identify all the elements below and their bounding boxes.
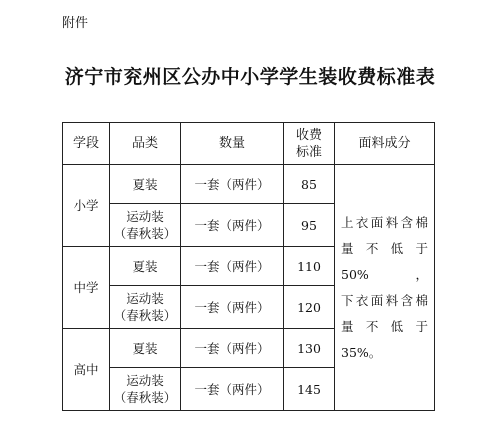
stage-cell: 高中: [63, 329, 110, 411]
fee-cell: 145: [284, 368, 335, 411]
fee-cell: 130: [284, 329, 335, 368]
quantity-cell: 一套（两件）: [181, 247, 284, 286]
category-cell: [110, 204, 181, 247]
fabric-line: 上衣面料含棉: [341, 214, 428, 230]
stage-cell: 中学: [63, 247, 110, 329]
header-stage: 学段: [63, 123, 110, 165]
fee-standard-table: [62, 122, 435, 411]
quantity-cell: 一套（两件）: [181, 286, 284, 329]
header-fee: [284, 123, 335, 165]
category-cell: [110, 368, 181, 411]
fee-cell: 110: [284, 247, 335, 286]
quantity-cell: 一套（两件）: [181, 204, 284, 247]
quantity-cell: 一套（两件）: [181, 368, 284, 411]
quantity-cell: 一套（两件）: [181, 165, 284, 204]
fabric-line: 下衣面料含棉: [341, 292, 428, 308]
fabric-line: 量不低于50%，: [341, 240, 428, 282]
category-cell: 夏装: [110, 329, 181, 368]
attachment-label: 附件: [62, 16, 89, 31]
table-header-row: [63, 123, 435, 165]
fee-cell: 95: [284, 204, 335, 247]
category-line2: （春秋装）: [113, 308, 177, 323]
header-fee-line2: 标准: [295, 144, 322, 160]
fabric-line: 量不低于35%。: [341, 318, 428, 360]
category-cell: [110, 286, 181, 329]
fabric-cell: [335, 165, 435, 411]
fee-cell: 120: [284, 286, 335, 329]
header-fabric: 面料成分: [335, 123, 435, 165]
table-row: [63, 165, 435, 204]
category-cell: 夏装: [110, 247, 181, 286]
fee-cell: 85: [284, 165, 335, 204]
header-quantity: 数量: [181, 123, 284, 165]
category-line1: 运动装: [126, 373, 164, 388]
header-category: 品类: [110, 123, 181, 165]
category-cell: 夏装: [110, 165, 181, 204]
category-line2: （春秋装）: [113, 390, 177, 405]
stage-cell: 小学: [63, 165, 110, 247]
page-title: 济宁市兖州区公办中小学学生装收费标准表: [64, 66, 436, 88]
header-fee-line1: 收费: [295, 127, 322, 143]
category-line1: 运动装: [126, 209, 164, 224]
category-line2: （春秋装）: [113, 226, 177, 241]
quantity-cell: 一套（两件）: [181, 329, 284, 368]
category-line1: 运动装: [126, 291, 164, 306]
